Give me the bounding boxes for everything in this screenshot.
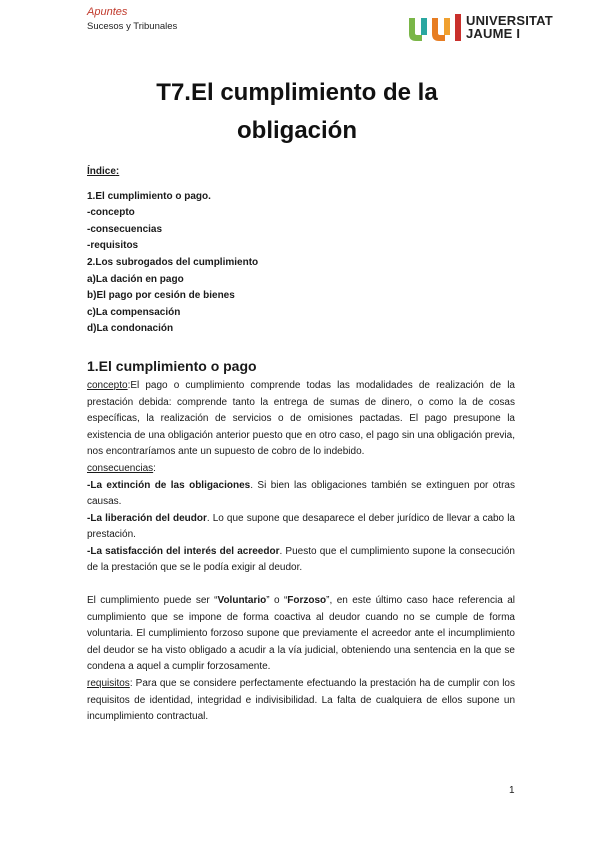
consecuencia-bold: -La liberación del deudor — [87, 512, 207, 524]
section-heading: 1.El cumplimiento o pago — [87, 357, 257, 374]
requisitos-text: : Para que se considere perfectamente efectuando la prestación ha de cumplir con los requisitos de identidad, integridad e indivisibilidad. La falta de cualquiera de ellos supone un incumplimiento contractual. — [87, 678, 515, 723]
consecuencia-bold: -La satisfacción del interés del acreedor — [87, 545, 280, 557]
uji-logo-icon — [408, 14, 464, 44]
forzoso-term: Forzoso — [287, 595, 327, 607]
title-line-2: obligación — [237, 117, 357, 144]
forzoso-paragraph — [87, 593, 515, 676]
header-apuntes: Apuntes — [87, 6, 128, 18]
index-item: a)La dación en pago — [87, 273, 184, 285]
forzoso-post: ”, en este último caso hace referencia al cumplimiento que se impone de forma coactiva al deudor cuando no se cumple de forma voluntaria. El cumplimiento forzoso supone que previamente el acreedor ante el incumplimiento del deudor se ha visto obligado a acudir a la vía judicial, obteniendo una sentencia en la que se condena a aquel a cumplir forzosamente. — [87, 595, 515, 673]
index-item: d)La condonación — [87, 323, 174, 335]
consecuencias-suffix: : — [153, 462, 156, 474]
header-subject: Sucesos y Tribunales — [87, 21, 178, 32]
consecuencia-item — [87, 478, 515, 511]
index-item: b)El pago por cesión de bienes — [87, 290, 235, 302]
logo-line-2: JAUME I — [466, 26, 521, 41]
index-item: -consecuencias — [87, 223, 163, 235]
logo-line-1: UNIVERSITAT — [466, 13, 553, 28]
index-item: 1.El cumplimiento o pago. — [87, 190, 211, 202]
page-number: 1 — [509, 785, 515, 796]
consecuencia-bold: -La extinción de las obligaciones — [87, 479, 251, 491]
consecuencia-item — [87, 544, 515, 577]
logo-wordmark — [466, 14, 553, 40]
consecuencia-text: . Puesto que el cumplimiento supone la consecución de la prestación que se le podía exigir al deudor. — [87, 545, 515, 574]
voluntario-term: Voluntario — [217, 595, 267, 607]
page-title — [87, 74, 507, 150]
university-logo — [408, 14, 578, 44]
index-item: -concepto — [87, 207, 135, 219]
index-item: 2.Los subrogados del cumplimiento — [87, 256, 259, 268]
concepto-label: concepto — [87, 379, 128, 391]
consecuencia-item — [87, 511, 515, 544]
consecuencias-heading — [87, 461, 515, 478]
spacer — [87, 577, 515, 593]
index-item: c)La compensación — [87, 306, 181, 318]
consecuencia-text: . Si bien las obligaciones también se extinguen por otras causas. — [87, 479, 515, 508]
concepto-paragraph — [87, 378, 515, 461]
document-body — [87, 164, 515, 726]
concepto-text: :El pago o cumplimiento comprende todas las modalidades de realización de la prestación debida: comprende tanto la entrega de sumas de dinero, o como la de cosas específicas, la realización de servicios o de omisiones pactadas. El pago presupone la existencia de una obligación anterior puesto que en otro caso, el pago sin una obligación previa, nos encontraríamos ante un supuesto de cobro de lo indebido. — [87, 379, 515, 458]
consecuencias-label: consecuencias — [87, 462, 154, 474]
index-title-text: Índice — [87, 166, 116, 177]
index-item: -requisitos — [87, 240, 139, 252]
index-list — [87, 189, 515, 338]
consecuencia-text: . Lo que supone que desaparece el deber jurídico de llevar a cabo la prestación. — [87, 512, 515, 541]
forzoso-mid: ” o “ — [266, 595, 288, 607]
requisitos-label: requisitos — [87, 678, 130, 690]
forzoso-pre: El cumplimiento puede ser “ — [87, 595, 218, 607]
requisitos-paragraph — [87, 676, 515, 726]
index-title — [87, 164, 515, 181]
index-title-suffix: : — [115, 166, 120, 177]
title-line-1: T7.El cumplimiento de la — [156, 79, 438, 106]
